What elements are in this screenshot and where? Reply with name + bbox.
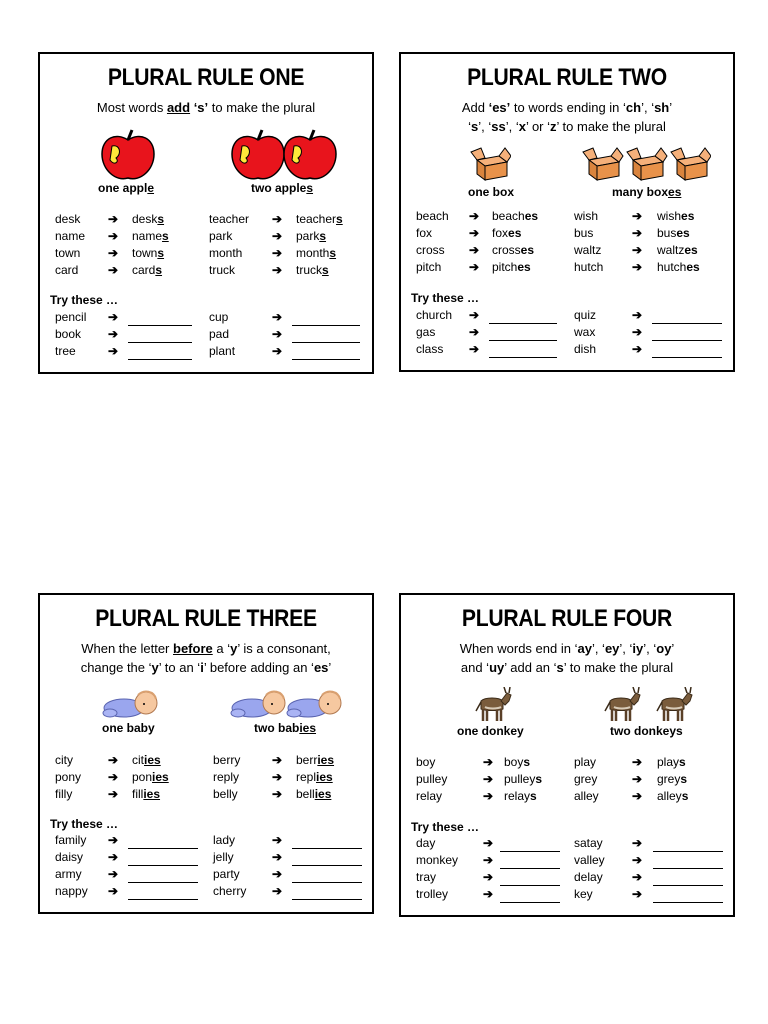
arrow-right-icon: ➔	[632, 308, 643, 322]
arrow-right-icon: ➔	[469, 325, 480, 339]
arrow-icons	[632, 754, 642, 805]
card-title: PLURAL RULE TWO	[467, 64, 667, 91]
card-subtitle: Add ‘es’ to words ending in ‘ch’, ‘sh’ ‘s’, ‘ss’, ‘x’ or ‘z’ to make the plural	[461, 100, 673, 134]
try-these-label: Try these …	[50, 293, 119, 307]
arrow-right-icon: ➔	[469, 226, 480, 240]
two-babies-icon	[230, 689, 342, 719]
two-donkeys-icon	[600, 687, 694, 723]
arrow-right-icon: ➔	[272, 850, 283, 864]
answer-blank[interactable]	[292, 848, 362, 849]
caption-two-donkeys: two donkeys	[610, 724, 683, 738]
answer-blank[interactable]	[292, 899, 362, 900]
answer-blank[interactable]	[653, 902, 723, 903]
answer-blank[interactable]	[128, 359, 192, 360]
try-these-label: Try these …	[411, 291, 480, 305]
example-plurals-right: wishes buses waltzes hutches	[657, 209, 700, 274]
try-words-left: family daisy army nappy	[55, 833, 88, 898]
arrow-right-icon: ➔	[483, 755, 494, 769]
two-apples-icon	[230, 128, 340, 182]
arrow-right-icon: ➔	[272, 833, 283, 847]
answer-blank[interactable]	[500, 902, 560, 903]
arrow-right-icon: ➔	[632, 342, 643, 356]
answer-blank[interactable]	[652, 323, 722, 324]
arrow-right-icon: ➔	[483, 870, 494, 884]
example-plurals-right: teachers parks months trucks	[296, 212, 343, 277]
caption-many-boxes: many boxes	[612, 185, 682, 199]
example-words-left: city pony filly	[55, 753, 82, 801]
answer-blank[interactable]	[653, 851, 723, 852]
arrow-right-icon: ➔	[469, 308, 480, 322]
example-plurals-left: desks names towns cards	[132, 212, 169, 277]
answer-blank[interactable]	[489, 340, 557, 341]
arrow-right-icon: ➔	[108, 884, 119, 898]
arrow-right-icon: ➔	[469, 260, 480, 274]
caption-two-apples: two apples	[251, 181, 314, 195]
arrow-right-icon: ➔	[632, 226, 643, 240]
card-subtitle: When the letter before a ‘y’ is a consonant, change the ‘y’ to an ‘i’ before adding an ‘es’	[80, 641, 332, 675]
answer-blank[interactable]	[653, 885, 723, 886]
arrow-right-icon: ➔	[632, 870, 643, 884]
caption-one-apple: one apple	[98, 181, 155, 195]
example-plurals-right: plays greys alleys	[657, 755, 689, 803]
arrow-right-icon: ➔	[108, 770, 119, 784]
arrow-right-icon: ➔	[108, 327, 119, 341]
answer-blank[interactable]	[128, 342, 192, 343]
answer-blank[interactable]	[500, 885, 560, 886]
arrow-right-icon: ➔	[108, 246, 119, 260]
answer-blank[interactable]	[292, 359, 360, 360]
example-plurals-left: beaches foxes crosses pitches	[492, 209, 539, 274]
arrow-right-icon: ➔	[272, 884, 283, 898]
arrow-right-icon: ➔	[272, 212, 283, 226]
baby-icon	[102, 689, 158, 719]
arrow-right-icon: ➔	[108, 850, 119, 864]
arrow-right-icon: ➔	[632, 209, 643, 223]
card-subtitle: When words end in ‘ay’, ‘ey’, ‘iy’, ‘oy’ and ‘uy’ add an ‘s’ to make the plural	[459, 641, 675, 675]
arrow-icons	[469, 307, 479, 358]
try-words-left: church gas class	[416, 308, 453, 356]
rule-card-four	[399, 593, 735, 917]
example-words-left: desk name town card	[55, 212, 86, 277]
answer-blank[interactable]	[652, 357, 722, 358]
caption-one-donkey: one donkey	[457, 724, 524, 738]
arrow-right-icon: ➔	[632, 853, 643, 867]
arrow-icons	[632, 835, 642, 903]
try-these-label: Try these …	[50, 817, 119, 831]
arrow-right-icon: ➔	[469, 243, 480, 257]
arrow-right-icon: ➔	[272, 770, 283, 784]
arrow-icons	[108, 211, 118, 279]
arrow-right-icon: ➔	[272, 263, 283, 277]
answer-blank[interactable]	[500, 851, 560, 852]
arrow-right-icon: ➔	[483, 772, 494, 786]
answer-blank[interactable]	[489, 357, 557, 358]
answer-blank[interactable]	[292, 865, 362, 866]
rule-card-three	[38, 593, 374, 914]
arrow-right-icon: ➔	[108, 833, 119, 847]
arrow-right-icon: ➔	[272, 327, 283, 341]
answer-blank[interactable]	[128, 865, 198, 866]
try-words-right: cup pad plant	[209, 310, 236, 358]
arrow-icons	[272, 832, 282, 900]
arrow-right-icon: ➔	[632, 836, 643, 850]
box-icon	[469, 146, 511, 182]
card-title: PLURAL RULE FOUR	[461, 605, 673, 632]
example-words-left: beach fox cross pitch	[416, 209, 449, 274]
answer-blank[interactable]	[128, 848, 198, 849]
example-words-right: wish bus waltz hutch	[574, 209, 604, 274]
arrow-right-icon: ➔	[272, 229, 283, 243]
arrow-right-icon: ➔	[272, 310, 283, 324]
arrow-icons	[632, 208, 642, 276]
arrow-icons	[272, 211, 282, 279]
arrow-right-icon: ➔	[632, 887, 643, 901]
try-words-left: pencil book tree	[55, 310, 87, 358]
arrow-right-icon: ➔	[272, 753, 283, 767]
arrow-right-icon: ➔	[108, 787, 119, 801]
example-plurals-left: cities ponies fillies	[132, 753, 169, 801]
example-words-left: boy pulley relay	[416, 755, 448, 803]
arrow-right-icon: ➔	[108, 867, 119, 881]
arrow-icons	[108, 832, 118, 900]
answer-blank[interactable]	[128, 325, 192, 326]
apple-icon	[98, 128, 158, 182]
example-words-right: teacher park month truck	[209, 212, 250, 277]
try-words-right: lady jelly party cherry	[213, 833, 247, 898]
answer-blank[interactable]	[500, 868, 560, 869]
rule-card-one	[38, 52, 374, 374]
answer-blank[interactable]	[489, 323, 557, 324]
caption-one-baby: one baby	[102, 721, 155, 735]
answer-blank[interactable]	[128, 882, 198, 883]
rule-card-two	[399, 52, 735, 372]
card-title: PLURAL RULE ONE	[107, 64, 305, 91]
arrow-right-icon: ➔	[632, 772, 643, 786]
arrow-right-icon: ➔	[483, 887, 494, 901]
arrow-right-icon: ➔	[632, 789, 643, 803]
arrow-icons	[108, 752, 118, 803]
answer-blank[interactable]	[292, 342, 360, 343]
arrow-right-icon: ➔	[108, 212, 119, 226]
arrow-right-icon: ➔	[483, 853, 494, 867]
answer-blank[interactable]	[292, 325, 360, 326]
answer-blank[interactable]	[128, 899, 198, 900]
arrow-right-icon: ➔	[272, 867, 283, 881]
try-these-label: Try these …	[411, 820, 480, 834]
arrow-right-icon: ➔	[632, 755, 643, 769]
answer-blank[interactable]	[652, 340, 722, 341]
arrow-right-icon: ➔	[108, 229, 119, 243]
card-subtitle: Most words add ‘s’ to make the plural	[96, 100, 316, 115]
arrow-right-icon: ➔	[108, 344, 119, 358]
arrow-right-icon: ➔	[483, 836, 494, 850]
try-words-left: day monkey tray trolley	[416, 836, 459, 901]
card-title: PLURAL RULE THREE	[95, 605, 317, 632]
donkey-icon	[471, 687, 513, 723]
arrow-icons	[272, 309, 282, 360]
arrow-right-icon: ➔	[272, 787, 283, 801]
try-words-right: satay valley delay key	[574, 836, 605, 901]
example-plurals-right: berries replies bellies	[296, 753, 335, 801]
arrow-right-icon: ➔	[632, 325, 643, 339]
answer-blank[interactable]	[292, 882, 362, 883]
arrow-icons	[108, 309, 118, 360]
arrow-right-icon: ➔	[469, 342, 480, 356]
answer-blank[interactable]	[653, 868, 723, 869]
arrow-icons	[483, 754, 493, 805]
arrow-right-icon: ➔	[469, 209, 480, 223]
many-boxes-icon	[581, 146, 711, 182]
arrow-right-icon: ➔	[108, 310, 119, 324]
arrow-icons	[483, 835, 493, 903]
arrow-right-icon: ➔	[632, 243, 643, 257]
example-words-right: play grey alley	[574, 755, 599, 803]
caption-one-box: one box	[468, 185, 515, 199]
example-words-right: berry reply belly	[213, 753, 241, 801]
arrow-icons	[632, 307, 642, 358]
arrow-icons	[272, 752, 282, 803]
example-plurals-left: boys pulleys relays	[504, 755, 543, 803]
arrow-right-icon: ➔	[272, 246, 283, 260]
arrow-right-icon: ➔	[483, 789, 494, 803]
try-words-right: quiz wax dish	[574, 308, 597, 356]
arrow-right-icon: ➔	[108, 263, 119, 277]
arrow-right-icon: ➔	[272, 344, 283, 358]
caption-two-babies: two babies	[254, 721, 317, 735]
arrow-icons	[469, 208, 479, 276]
arrow-right-icon: ➔	[632, 260, 643, 274]
arrow-right-icon: ➔	[108, 753, 119, 767]
